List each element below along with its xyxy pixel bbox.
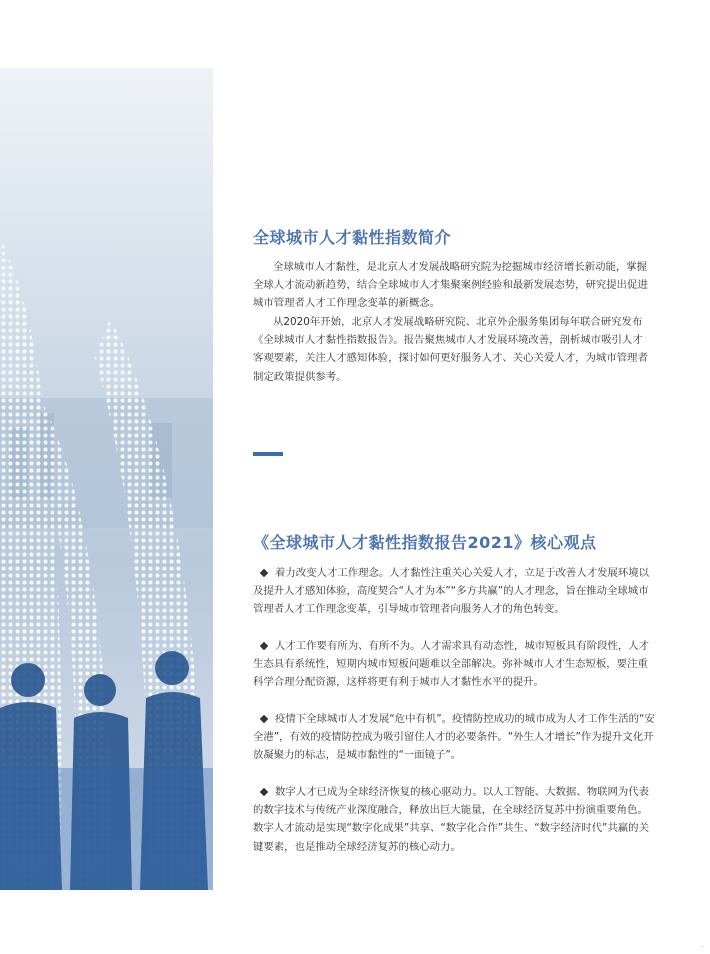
core-title: 《全球城市人才黏性指数报告2021》核心观点: [253, 533, 597, 552]
core-bullet-3: 疫情下全球城市人才发展“危中有机”。疫情防控成功的城市成为人才工作生活的“安全港”，有效的疫情防控成为吸引留住人才的必要条件。“外生人才增长”作为提升文化开放凝聚力的标志，是城市黏性的“一面镜子”。: [253, 713, 655, 762]
intro-paragraph-2: 从2020年开始，北京人才发展战略研究院、北京外企服务集团每年联合研究发布《全球城市人才黏性指数报告》。报告聚焦城市人才发展环境改善，剖析城市吸引人才客观要素，关注人才感知体验，探讨如何更好服务人才、关心关爱人才，为城市管理者制定政策提供参考。: [253, 316, 648, 383]
diamond-bullet-icon: [260, 568, 268, 576]
diamond-bullet-icon: [260, 787, 268, 795]
intro-title: 全球城市人才黏性指数简介: [253, 228, 452, 247]
diamond-bullet-icon: [260, 714, 268, 722]
page-mark: .: [701, 940, 704, 949]
intro-paragraph-1: 全球城市人才黏性，是北京人才发展战略研究院为挖掘城市经济增长新动能，掌握全球人才流动新趋势，结合全球城市人才集聚案例经验和最新发展态势，研究提出促进城市管理者人才工作理念变革的新概念。: [253, 261, 648, 310]
cover-photo: [0, 68, 213, 890]
section-divider-bar: [253, 452, 283, 456]
skyline-photo-illustration: [0, 68, 213, 890]
core-bullet-2: 人才工作要有所为、有所不为。人才需求具有动态性，城市短板具有阶段性，人才生态具有系统性，短期内城市短板问题难以全部解决。弥补城市人才生态短板，要注重科学合理分配资源，这样将更有利于城市人才黏性水平的提升。: [253, 640, 650, 689]
core-bullet-1: 着力改变人才工作理念。人才黏性注重关心关爱人才，立足于改善人才发展环境以及提升人才感知体验，高度契合“人才为本”“多方共赢”的人才理念，旨在推动全球城市管理者人才工作理念变革，引导城市管理者向服务人才的角色转变。: [253, 567, 650, 616]
core-bullet-4: 数字人才已成为全球经济恢复的核心驱动力。以人工智能、大数据、物联网为代表的数字技术与传统产业深度融合，释放出巨大能量，在全球经济复苏中扮演重要角色。数字人才流动是实现“数字化成果”共享、“数字化合作”共生、“数字经济时代”共赢的关键要素，也是推动全球经济复苏的核心动力。: [253, 786, 650, 853]
diamond-bullet-icon: [260, 641, 268, 649]
